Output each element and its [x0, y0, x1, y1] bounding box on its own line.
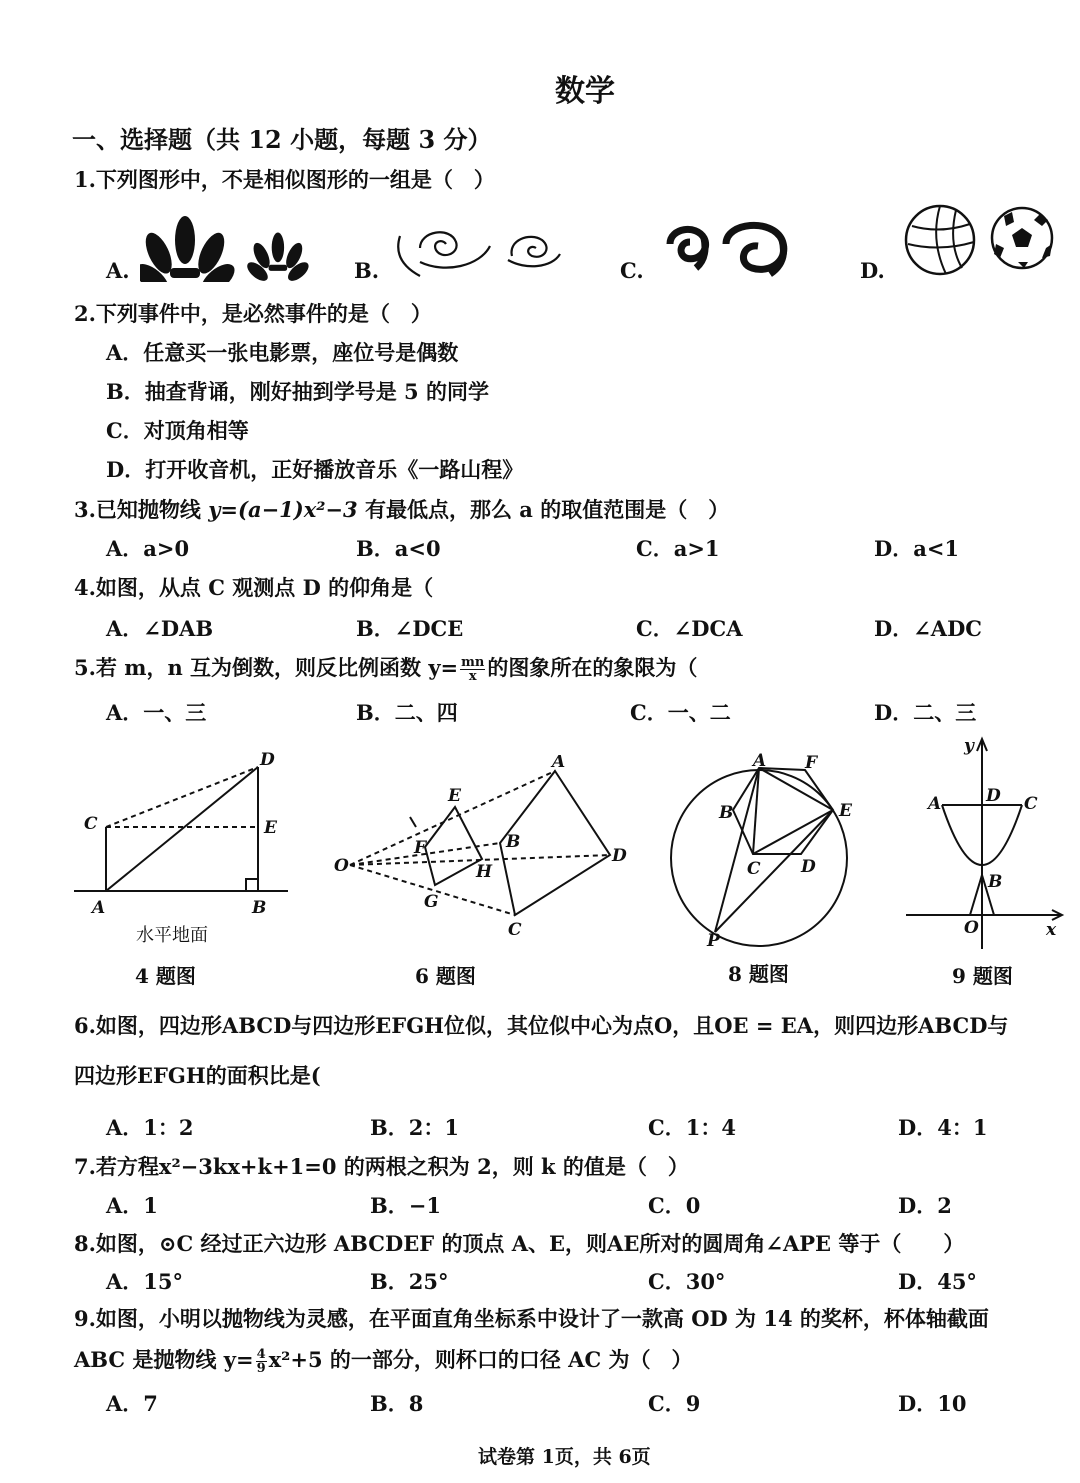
- q8-option-b: B．25°: [370, 1269, 449, 1294]
- q8-option-d: D．45°: [898, 1269, 977, 1294]
- fig8-label-c: C: [747, 859, 761, 879]
- fig9-label-y: y: [964, 736, 974, 756]
- q5-option-d: D．二、三: [874, 700, 977, 725]
- q9-option-c: C．9: [648, 1391, 701, 1416]
- q9-fraction: [256, 1348, 267, 1375]
- fig8-label-b: B: [719, 803, 734, 823]
- q1-option-a-label: A.: [106, 258, 130, 283]
- q6-option-b: B．2：1: [370, 1115, 459, 1140]
- q3-option-c: C．a>1: [636, 536, 720, 561]
- q1-option-d-label: D.: [860, 258, 885, 283]
- q1-option-d-ball-figures: [900, 204, 1060, 282]
- q1-option-b-label: B.: [354, 258, 380, 283]
- q4-option-c: C．∠DCA: [636, 616, 743, 641]
- q7-option-d: D．2: [898, 1193, 952, 1218]
- fig8-label-a: A: [753, 751, 767, 771]
- figure-6-diagram: [330, 755, 635, 945]
- q8-option-c: C．30°: [648, 1269, 726, 1294]
- q7-option-b: B．−1: [370, 1193, 441, 1218]
- question-6-line-1: 6.如图，四边形ABCD与四边形EFGH位似，其位似中心为点O，且OE = EA，则四边形ABCD与: [74, 1013, 1009, 1038]
- q9-fraction-denominator: 9: [256, 1361, 266, 1376]
- q9-fraction-numerator: 4: [256, 1347, 266, 1362]
- q7-option-c: C．0: [648, 1193, 701, 1218]
- q1-option-c-spiral-figures: [660, 210, 800, 280]
- q3-stem-post: 有最低点，那么 a 的取值范围是（ ）: [357, 497, 730, 522]
- q6-option-a: A．1：2: [106, 1115, 194, 1140]
- q3-option-a: A．a>0: [106, 536, 190, 561]
- fig6-label-e: E: [448, 786, 461, 806]
- q5-fraction-denominator: x: [468, 669, 477, 684]
- q6-option-c: C．1：4: [648, 1115, 736, 1140]
- q9-line-2-post: x²+5 的一部分，则杯口的口径 AC 为（ ）: [268, 1347, 693, 1372]
- fig6-label-a: A: [552, 755, 566, 772]
- q6-option-d: D．4：1: [898, 1115, 988, 1140]
- question-7-stem: 7.若方程x²−3kx+k+1=0 的两根之积为 2，则 k 的值是（ ）: [74, 1154, 689, 1179]
- figure-9-diagram: [900, 735, 1070, 950]
- fig6-label-g: G: [424, 892, 439, 912]
- question-4-stem: 4.如图，从点 C 观测点 D 的仰角是（: [74, 575, 434, 600]
- question-9-line-1: 9.如图，小明以抛物线为灵感，在平面直角坐标系中设计了一款高 OD 为 14 的奖杯，杯体轴截面: [74, 1306, 989, 1331]
- fig4-label-d: D: [260, 750, 275, 770]
- q5-option-a: A．一、三: [106, 700, 207, 725]
- q4-option-b: B．∠DCE: [356, 616, 464, 641]
- fig4-label-a: A: [92, 898, 106, 918]
- fig9-label-d: D: [986, 786, 1001, 806]
- figure-4-caption: 4 题图: [135, 964, 196, 988]
- question-5-stem: [74, 652, 697, 683]
- fig9-label-b: B: [988, 872, 1003, 892]
- fig4-label-c: C: [84, 814, 98, 834]
- fig9-label-c: C: [1024, 794, 1038, 814]
- q5-fraction: [460, 656, 485, 683]
- question-9-line-2: [74, 1344, 693, 1375]
- section-heading: 一、选择题（共 12 小题，每题 3 分）: [72, 125, 492, 154]
- figure-8-caption: 8 题图: [728, 962, 789, 986]
- fig6-label-o: O: [334, 856, 349, 876]
- q2-option-c: C．对顶角相等: [106, 418, 249, 443]
- page-footer: 试卷第 1页，共 6页: [478, 1446, 651, 1468]
- q9-option-b: B．8: [370, 1391, 424, 1416]
- figure-4-diagram: [70, 745, 300, 955]
- fig8-label-d: D: [801, 857, 816, 877]
- q4-option-a: A．∠DAB: [106, 616, 214, 641]
- fig6-label-c: C: [508, 920, 522, 940]
- fig4-ground-label: 水平地面: [136, 925, 208, 946]
- fig9-label-a: A: [928, 794, 942, 814]
- q2-option-a: A．任意买一张电影票，座位号是偶数: [106, 340, 459, 365]
- fig8-label-f: F: [805, 753, 818, 773]
- q3-stem-pre: 3.已知抛物线: [74, 497, 209, 522]
- q5-option-c: C．一、二: [630, 700, 731, 725]
- q2-option-b: B．抽查背诵，刚好抽到学号是 5 的同学: [106, 379, 489, 404]
- q5-option-b: B．二、四: [356, 700, 458, 725]
- fig6-label-f: F: [414, 838, 427, 858]
- fig6-label-h: H: [476, 862, 493, 882]
- question-8-stem: 8.如图，⊙C 经过正六边形 ABCDEF 的顶点 A、E，则AE所对的圆周角∠APE 等于（ ）: [74, 1231, 965, 1256]
- fig6-label-d: D: [612, 846, 627, 866]
- fig8-label-p: P: [707, 931, 720, 951]
- fig9-label-o: O: [964, 918, 979, 938]
- q8-option-a: A．15°: [106, 1269, 184, 1294]
- q9-option-a: A．7: [106, 1391, 158, 1416]
- figure-8-diagram: [665, 748, 865, 953]
- q5-fraction-numerator: mn: [461, 655, 485, 670]
- question-2-stem: 2.下列事件中，是必然事件的是（ ）: [74, 301, 432, 326]
- question-1-stem: 1.下列图形中，不是相似图形的一组是（ ）: [74, 167, 495, 192]
- q4-option-d: D．∠ADC: [874, 616, 983, 641]
- fig9-label-x: x: [1046, 920, 1057, 940]
- q3-expression: y=(a−1)x²−3: [208, 497, 358, 522]
- figure-6-caption: 6 题图: [415, 964, 476, 988]
- q3-option-d: D．a<1: [874, 536, 960, 561]
- question-6-line-2: 四边形EFGH的面积比是(: [74, 1063, 321, 1088]
- page-title: 数学: [555, 74, 615, 109]
- q3-option-b: B．a<0: [356, 536, 441, 561]
- fig4-label-e: E: [264, 818, 277, 838]
- q7-option-a: A．1: [106, 1193, 158, 1218]
- fig8-label-e: E: [839, 801, 852, 821]
- q5-stem-post: 的图象所在的象限为（: [487, 655, 698, 680]
- q1-option-a-shell-figures: [140, 212, 320, 282]
- q1-option-b-cloud-figures: [390, 216, 570, 282]
- q5-stem-pre: 5.若 m，n 互为倒数，则反比例函数 y=: [74, 655, 459, 680]
- q9-option-d: D．10: [898, 1391, 967, 1416]
- fig4-label-b: B: [252, 898, 267, 918]
- figure-9-caption: 9 题图: [952, 964, 1013, 988]
- question-3-stem: [74, 494, 729, 524]
- q9-line-2-pre: ABC 是抛物线 y=: [74, 1347, 254, 1372]
- q1-option-c-label: C.: [620, 258, 644, 283]
- q2-option-d: D．打开收音机，正好播放音乐《一路山程》: [106, 457, 524, 482]
- fig6-label-b: B: [506, 832, 521, 852]
